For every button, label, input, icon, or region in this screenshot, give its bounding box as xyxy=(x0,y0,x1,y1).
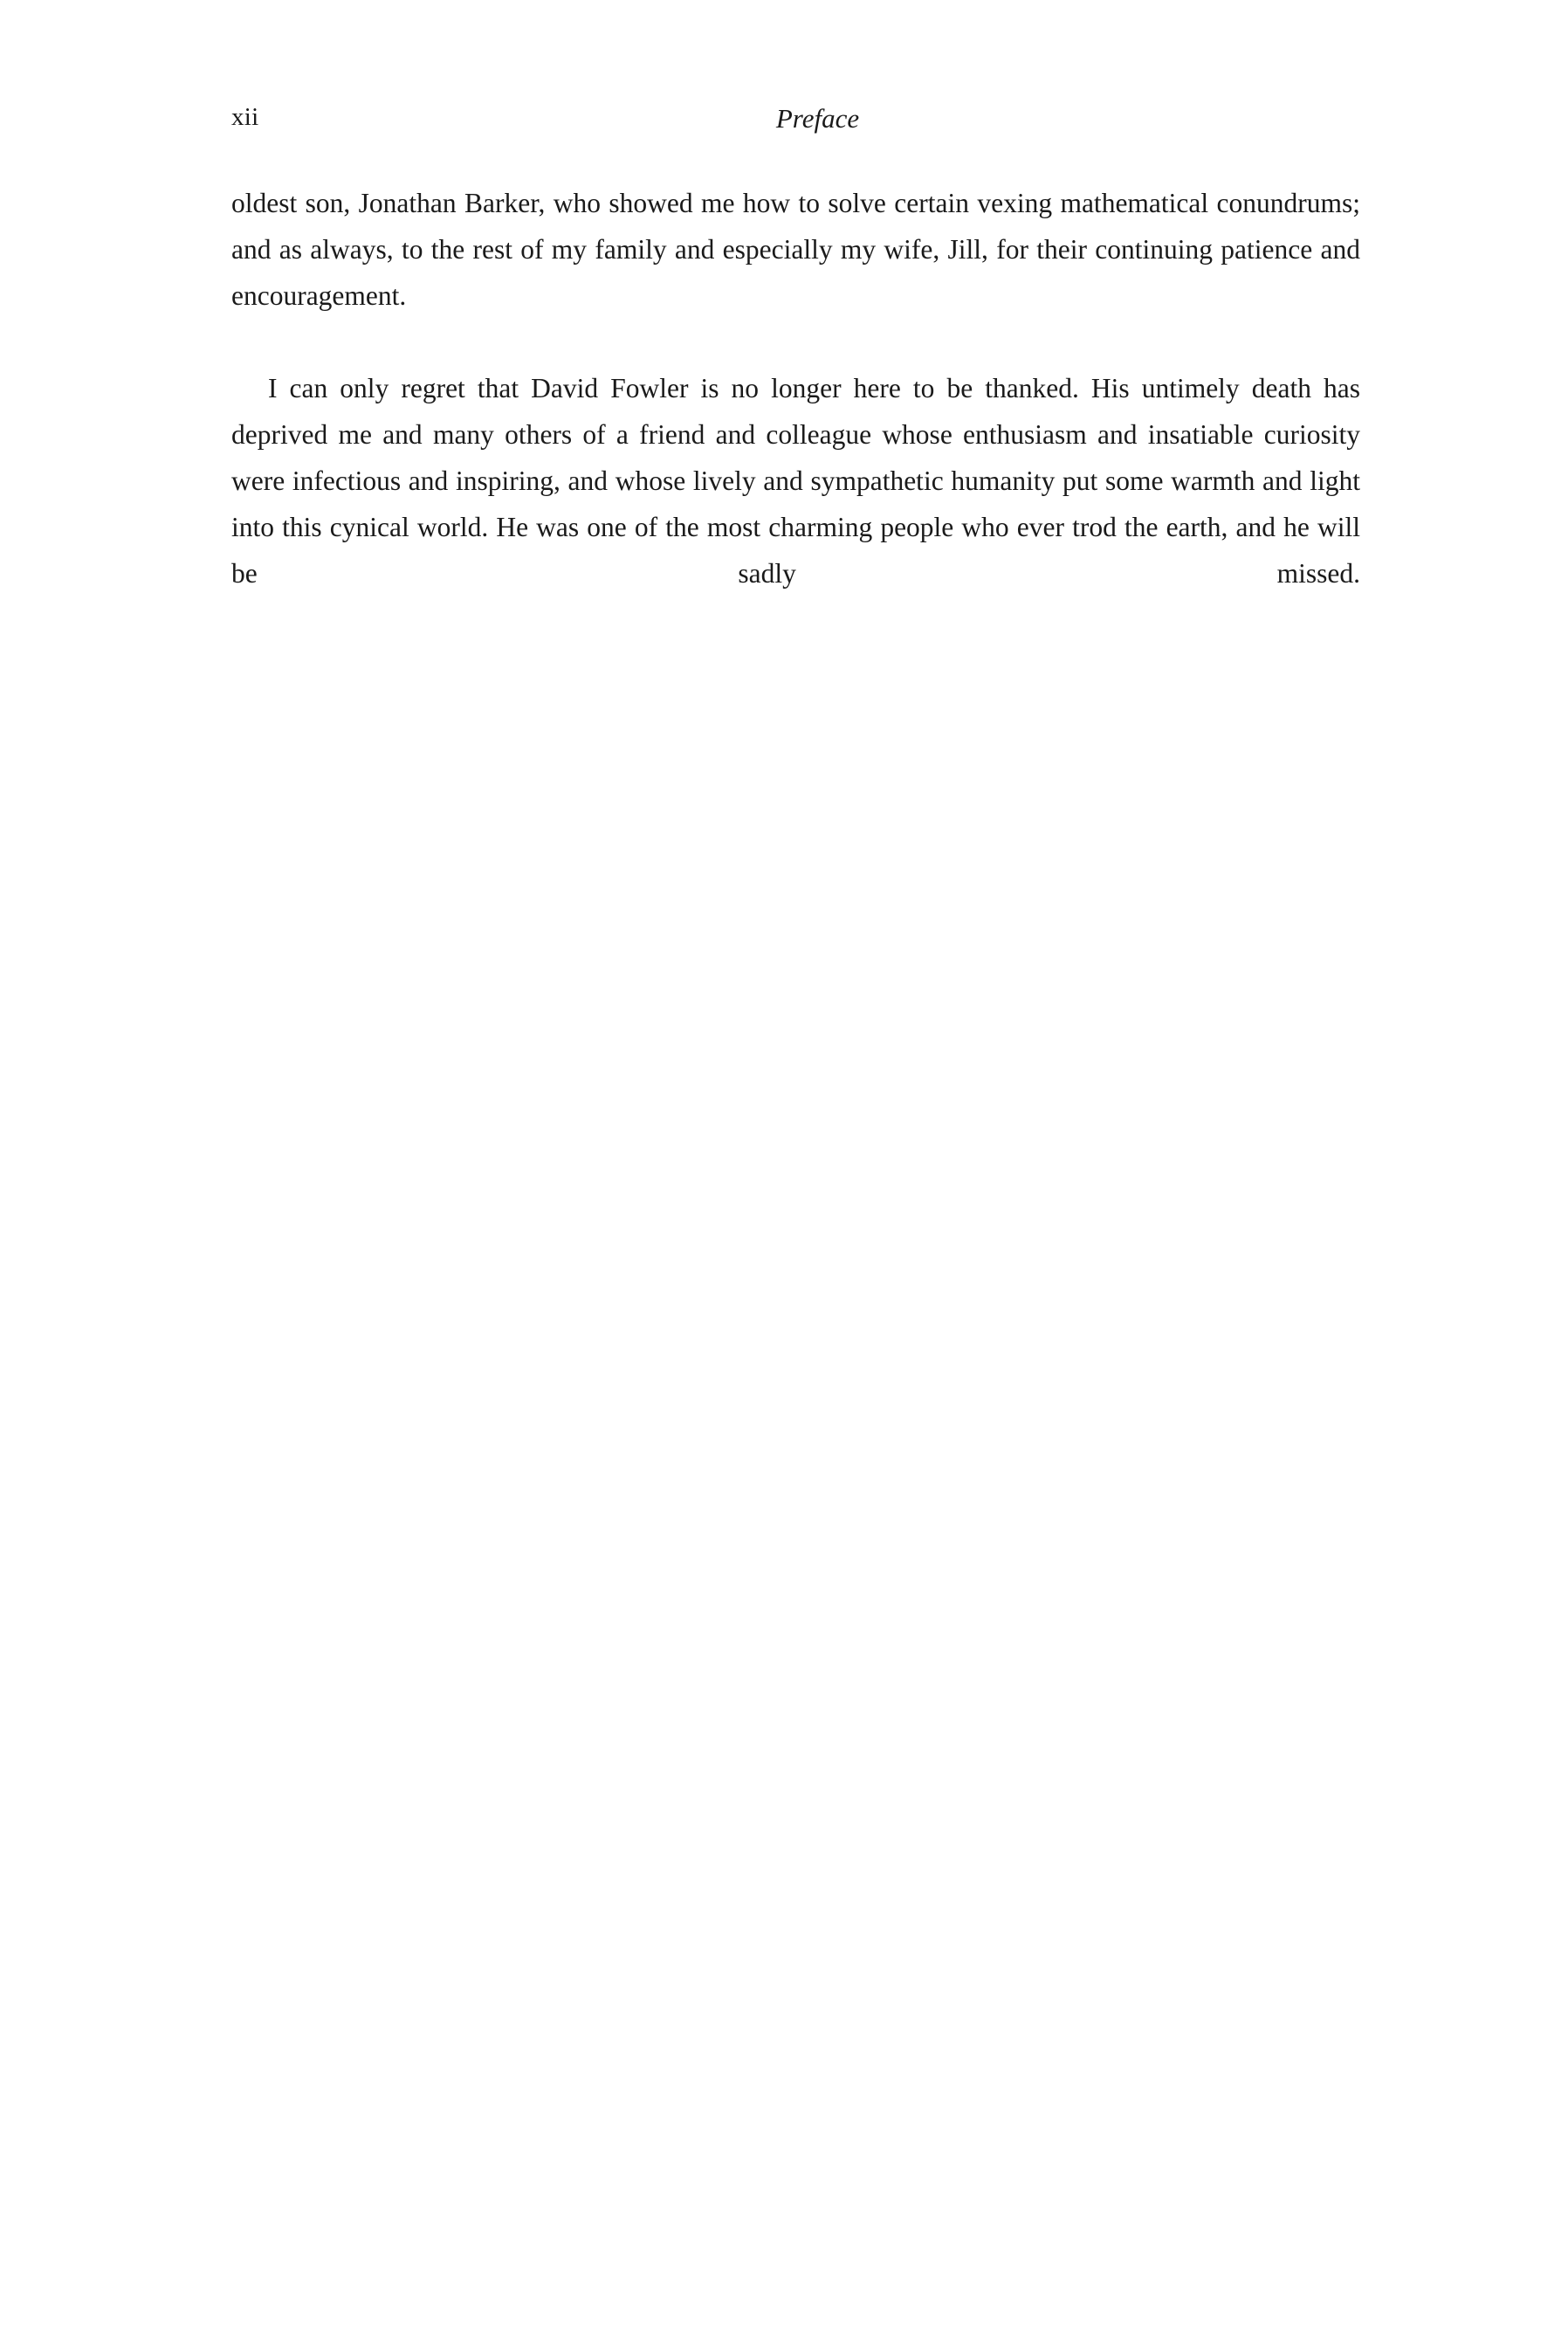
running-head-title: Preface xyxy=(775,103,860,134)
page-number: xii xyxy=(231,103,259,131)
paragraph: oldest son, Jonathan Barker, who showed me how to solve certain vexing mathematical conundrums; and as always, to the rest of my family and especially my wife, Jill, for their continuing patience and encouragement. xyxy=(231,188,1360,311)
running-head xyxy=(231,103,1360,166)
page-content xyxy=(231,103,1360,643)
paragraph: I can only regret that David Fowler is no longer here to be thanked. His untimely death has deprived me and many others of a friend and colleague whose enthusiasm and insatiable curiosity were infectious and inspiring, and whose lively and sympathetic humanity put some warmth and light into this cynical world. He was one of the most charming people who ever trod the earth, and he will be sadly missed. xyxy=(231,373,1360,589)
body-text xyxy=(231,180,1360,643)
